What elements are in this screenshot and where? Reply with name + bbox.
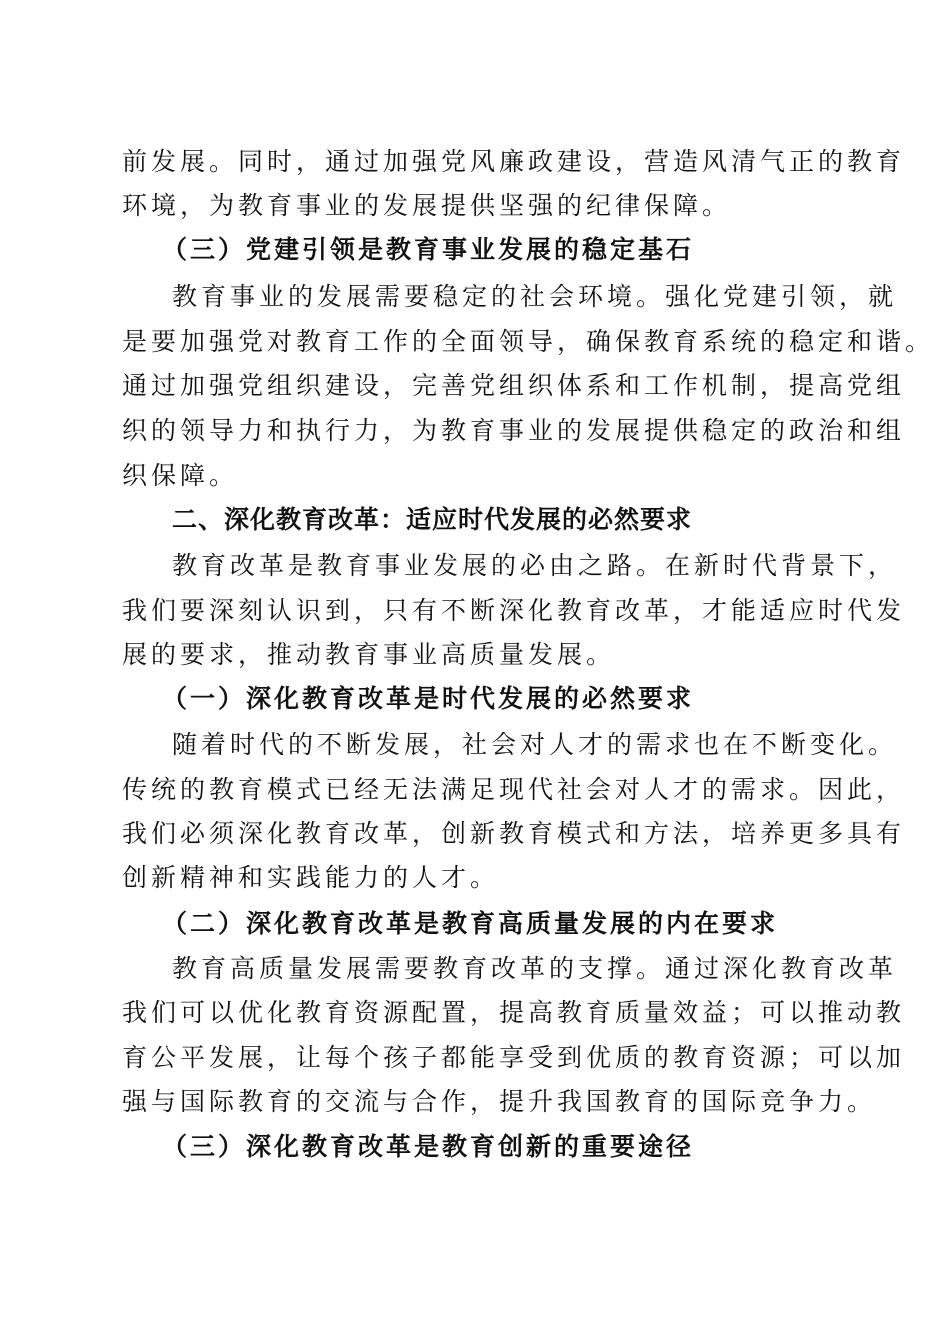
body-text-line: 通过加强党组织建设，完善党组织体系和工作机制，提高党组 <box>122 371 906 400</box>
body-text-line: 前发展。同时，通过加强党风廉政建设，营造风清气正的教育 <box>122 147 906 176</box>
subsection-heading: （一）深化教育改革是时代发展的必然要求 <box>162 684 695 713</box>
body-text-line: 育公平发展，让每个孩子都能享受到优质的教育资源；可以加 <box>122 1043 906 1072</box>
body-text-line: 传统的教育模式已经无法满足现代社会对人才的需求。因此， <box>122 775 906 804</box>
body-text-line: 教育事业的发展需要稳定的社会环境。强化党建引领，就 <box>172 282 898 311</box>
section-heading: 二、深化教育改革：适应时代发展的必然要求 <box>172 505 693 534</box>
body-text-line: 创新精神和实践能力的人才。 <box>122 863 500 892</box>
body-text-line: 展的要求，推动教育事业高质量发展。 <box>122 640 616 669</box>
body-text-line: 随着时代的不断发展，社会对人才的需求也在不断变化。 <box>172 730 898 759</box>
body-text-line: 我们必须深化教育改革，创新教育模式和方法，培养更多具有 <box>122 819 906 848</box>
body-text-line: 强与国际教育的交流与合作，提升我国教育的国际竞争力。 <box>122 1087 877 1116</box>
subsection-heading: （三）党建引领是教育事业发展的稳定基石 <box>162 235 695 264</box>
body-text-line: 教育高质量发展需要教育改革的支撑。通过深化教育改革 <box>172 954 898 983</box>
body-text-line: 我们要深刻认识到，只有不断深化教育改革，才能适应时代发 <box>122 596 906 625</box>
body-text-line: 织保障。 <box>122 461 239 490</box>
subsection-heading: （二）深化教育改革是教育高质量发展的内在要求 <box>162 909 779 938</box>
body-text-line: 织的领导力和执行力，为教育事业的发展提供稳定的政治和组 <box>122 416 906 445</box>
body-text-line: 环境，为教育事业的发展提供坚强的纪律保障。 <box>122 191 732 220</box>
body-text-line: 是要加强党对教育工作的全面领导，确保教育系统的稳定和谐。 <box>122 327 935 356</box>
body-text-line: 教育改革是教育事业发展的必由之路。在新时代背景下， <box>172 551 898 580</box>
body-text-line: 我们可以优化教育资源配置，提高教育质量效益；可以推动教 <box>122 998 906 1027</box>
subsection-heading: （三）深化教育改革是教育创新的重要途径 <box>162 1132 695 1161</box>
